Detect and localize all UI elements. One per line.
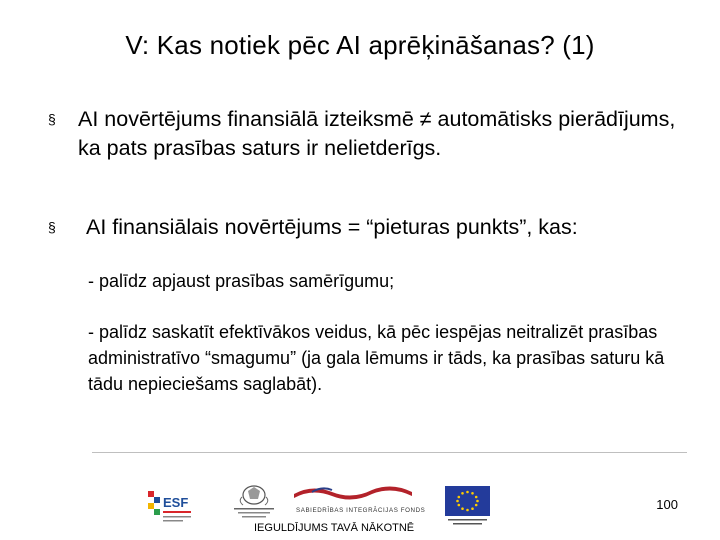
slide-title: V: Kas notiek pēc AI aprēķināšanas? (1) <box>125 30 595 60</box>
footer-divider <box>92 452 687 453</box>
esf-logo-text: ESF <box>163 495 189 510</box>
sif-logo-text: SABIEDRĪBAS INTEGRĀCIJAS FONDS <box>296 507 426 514</box>
sub-point: - palīdz apjaust prasības samērīgumu; <box>88 271 395 291</box>
sif-logo <box>292 484 432 518</box>
bullet-text: AI novērtējums finansiālā izteiksmē ≠ automātisks pierādījums, ka pats prasības saturs ir nelietderīgs. <box>78 107 676 160</box>
bullet-marker: § <box>48 219 56 235</box>
sub-point: - palīdz saskatīt efektīvākos veidus, kā pēc iespējas neitralizēt prasības administratīvo “smagumu” (ja gala lēmums ir tāds, ka prasības saturu kā tādu nepieciešams saglabāt). <box>88 322 665 394</box>
eu-flag-logo <box>445 486 490 526</box>
bullet-marker: § <box>48 111 56 127</box>
government-crest-logo <box>228 483 280 523</box>
page-number: 100 <box>656 497 678 512</box>
footer-tagline: IEGULDĪJUMS TAVĀ NĀKOTNĒ <box>254 522 415 534</box>
bullet-item <box>48 105 678 163</box>
bullet-item <box>48 213 578 242</box>
esf-logo <box>146 485 196 525</box>
bullet-text: AI finansiālais novērtējums = “pieturas punkts”, kas: <box>86 215 578 239</box>
